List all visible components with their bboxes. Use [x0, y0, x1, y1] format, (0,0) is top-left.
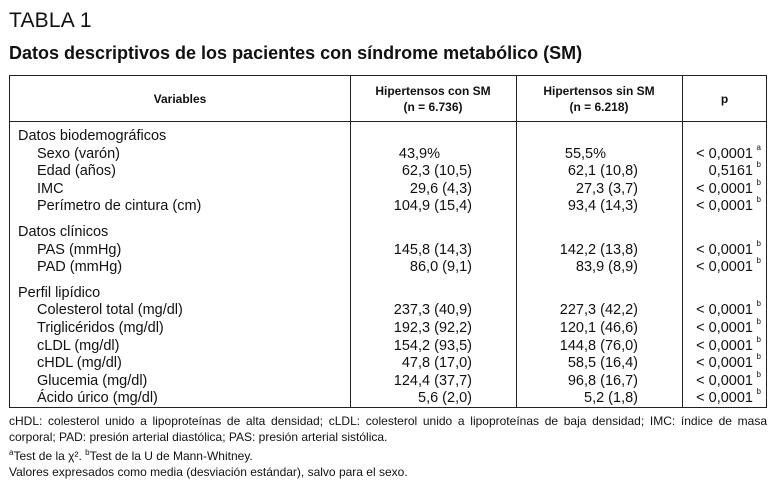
footnote-mark: b	[757, 352, 761, 362]
section-header	[10, 285, 766, 303]
footnote-tests	[9, 445, 767, 465]
header-with-sm-n: (n = 6.736)	[403, 99, 462, 115]
table-row	[10, 242, 766, 260]
table-row	[10, 390, 766, 408]
header-with-sm	[350, 76, 516, 121]
row-label: PAD (mmHg)	[37, 259, 122, 277]
footnote-test-a: Test de la χ².	[13, 449, 81, 463]
value-without-sm: 120,1 (46,6)	[560, 320, 638, 338]
value-with-sm: 86,0 (9,1)	[410, 259, 472, 277]
header-divider	[10, 121, 766, 122]
value-with-sm: 237,3 (40,9)	[394, 302, 472, 320]
value-without-sm: 83,9 (8,9)	[576, 259, 638, 277]
row-label: Triglicéridos (mg/dl)	[37, 320, 164, 338]
footnote-test-b: Test de la U de Mann-Whitney.	[90, 449, 253, 463]
value-without-sm: 142,2 (13,8)	[560, 242, 638, 260]
value-p: < 0,0001	[696, 355, 753, 373]
value-p: < 0,0001	[696, 146, 753, 164]
table-row	[10, 163, 766, 181]
value-with-sm: 104,9 (15,4)	[394, 198, 472, 216]
footnote-mark-b: b	[85, 448, 89, 457]
table-title: Datos descriptivos de los pacientes con síndrome metabólico (SM)	[9, 43, 582, 64]
value-p: < 0,0001	[696, 181, 753, 199]
header-variables: Variables	[10, 76, 350, 121]
value-p: < 0,0001	[696, 302, 753, 320]
value-without-sm: 55,5%	[565, 146, 606, 164]
value-p: < 0,0001	[696, 259, 753, 277]
footnotes	[9, 414, 767, 480]
value-p: < 0,0001	[696, 373, 753, 391]
section-title: Datos clínicos	[18, 224, 108, 242]
footnote-mark-a: a	[9, 448, 13, 457]
section-title: Datos biodemográficos	[18, 128, 166, 146]
row-label: Perímetro de cintura (cm)	[37, 198, 201, 216]
section-gap	[10, 216, 766, 224]
value-with-sm: 192,3 (92,2)	[394, 320, 472, 338]
header-with-sm-label: Hipertensos con SM	[375, 83, 490, 99]
table-row	[10, 181, 766, 199]
footnote-mark: b	[757, 387, 761, 397]
section-header	[10, 128, 766, 146]
value-p: 0,5161	[709, 163, 753, 181]
footnote-mark: b	[757, 239, 761, 249]
value-p: < 0,0001	[696, 242, 753, 260]
table-row	[10, 338, 766, 356]
table-row	[10, 302, 766, 320]
row-label: Ácido úrico (mg/dl)	[37, 390, 158, 408]
value-with-sm: 62,3 (10,5)	[402, 163, 472, 181]
value-with-sm: 145,8 (14,3)	[394, 242, 472, 260]
table-row	[10, 198, 766, 216]
section-header	[10, 224, 766, 242]
value-with-sm: 47,8 (17,0)	[402, 355, 472, 373]
footnote-values: Valores expresados como media (desviación estándar), salvo para el sexo.	[9, 465, 767, 480]
value-p: < 0,0001	[696, 338, 753, 356]
value-with-sm: 43,9%	[399, 146, 440, 164]
footnote-mark: b	[757, 299, 761, 309]
header-without-sm	[516, 76, 682, 121]
table-row	[10, 373, 766, 391]
table-row	[10, 320, 766, 338]
header-without-sm-n: (n = 6.218)	[569, 99, 628, 115]
table-row	[10, 146, 766, 164]
table-label: TABLA 1	[9, 9, 92, 33]
footnote-mark: b	[757, 335, 761, 345]
value-with-sm: 154,2 (93,5)	[394, 338, 472, 356]
footnote-mark: b	[757, 178, 761, 188]
row-label: Glucemia (mg/dl)	[37, 373, 147, 391]
value-without-sm: 96,8 (16,7)	[568, 373, 638, 391]
value-without-sm: 5,2 (1,8)	[584, 390, 638, 408]
header-p: p	[682, 76, 767, 121]
row-label: Sexo (varón)	[37, 146, 120, 164]
value-p: < 0,0001	[696, 198, 753, 216]
row-label: cLDL (mg/dl)	[37, 338, 119, 356]
footnote-abbreviations: cHDL: colesterol unido a lipoproteínas de alta densidad; cLDL: colesterol unido a lipoproteínas de baja densidad; IMC: índice de masa corporal; PAD: presión arterial diastólica; PAS: presión arterial sistólica.	[9, 414, 767, 445]
value-without-sm: 62,1 (10,8)	[568, 163, 638, 181]
section-title: Perfil lipídico	[18, 285, 100, 303]
row-label: IMC	[37, 181, 64, 199]
data-table	[9, 75, 767, 408]
footnote-mark: b	[757, 160, 761, 170]
value-without-sm: 27,3 (3,7)	[576, 181, 638, 199]
table-body	[10, 128, 766, 408]
value-without-sm: 93,4 (14,3)	[568, 198, 638, 216]
value-p: < 0,0001	[696, 390, 753, 408]
footnote-mark: b	[757, 195, 761, 205]
table-row	[10, 355, 766, 373]
row-label: Colesterol total (mg/dl)	[37, 302, 183, 320]
header-without-sm-label: Hipertensos sin SM	[543, 83, 654, 99]
row-label: PAS (mmHg)	[37, 242, 121, 260]
footnote-mark: b	[757, 370, 761, 380]
value-p: < 0,0001	[696, 320, 753, 338]
value-without-sm: 144,8 (76,0)	[560, 338, 638, 356]
value-without-sm: 58,5 (16,4)	[568, 355, 638, 373]
table-row	[10, 259, 766, 277]
row-label: cHDL (mg/dl)	[37, 355, 122, 373]
value-without-sm: 227,3 (42,2)	[560, 302, 638, 320]
value-with-sm: 29,6 (4,3)	[410, 181, 472, 199]
footnote-mark: b	[757, 256, 761, 266]
value-with-sm: 5,6 (2,0)	[418, 390, 472, 408]
row-label: Edad (años)	[37, 163, 116, 181]
footnote-mark: b	[757, 317, 761, 327]
section-gap	[10, 277, 766, 285]
value-with-sm: 124,4 (37,7)	[394, 373, 472, 391]
footnote-mark: a	[757, 143, 761, 153]
